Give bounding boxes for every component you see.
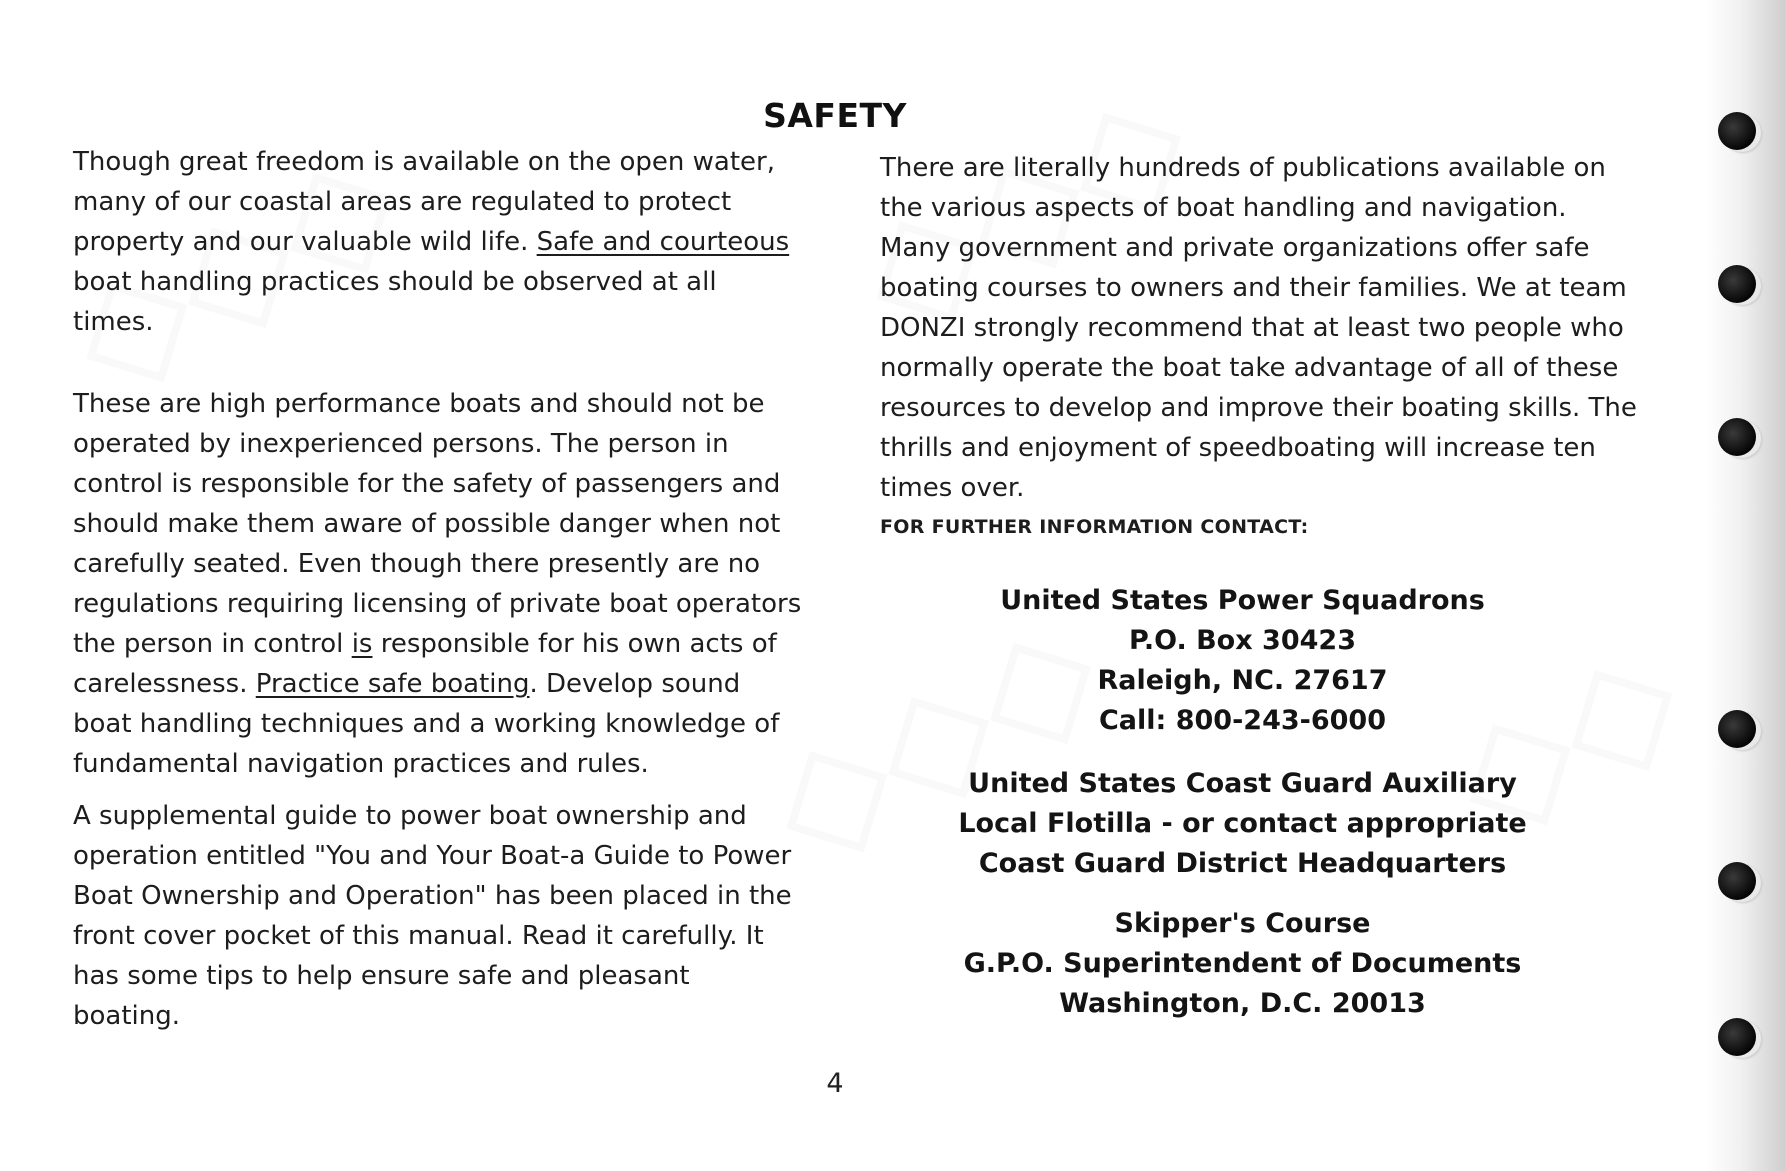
- paragraph-supplemental-guide: A supplemental guide to power boat ownership and operation entitled "You and Your Boat-a Guide to Power Boat Ownership and Operation" has been placed in the front cover pocket of this manual. Read it carefully. It has some tips to help ensure safe and pleasant boating.: [73, 801, 792, 1031]
- right-column: [880, 148, 1640, 540]
- contact-block-skippers-course: [880, 904, 1605, 1024]
- contact-line: Washington, D.C. 20013: [1059, 988, 1426, 1019]
- contact-line: Call: 800-243-6000: [1098, 705, 1387, 736]
- paragraph-performance: [73, 384, 803, 784]
- contact-line: Coast Guard District Headquarters: [978, 848, 1507, 879]
- contact-block-power-squadrons: [880, 581, 1605, 741]
- contact-line: P.O. Box 30423: [1129, 625, 1356, 656]
- binder-hole: [1718, 710, 1756, 748]
- paragraph-text: boat handling practices should be observed at all times.: [73, 267, 717, 337]
- contact-block-coast-guard: [880, 764, 1605, 884]
- paragraph-text: . Develop sound boat handling techniques and a working knowledge of fundamental navigation practices and rules.: [73, 669, 780, 779]
- binder-hole: [1718, 862, 1756, 900]
- contact-line: United States Coast Guard Auxiliary: [968, 768, 1517, 799]
- contact-line: Local Flotilla - or contact appropriate: [958, 808, 1527, 839]
- underlined-phrase: Safe and courteous: [536, 227, 790, 257]
- page-number: 4: [826, 1068, 844, 1099]
- binder-hole: [1718, 418, 1756, 456]
- page-title: SAFETY: [763, 96, 907, 135]
- contact-line: G.P.O. Superintendent of Documents: [963, 948, 1522, 979]
- underlined-word: is: [351, 629, 373, 659]
- paragraph-freedom: [73, 142, 803, 342]
- contact-line: Skipper's Course: [1114, 908, 1371, 939]
- binder-hole: [1718, 1018, 1756, 1056]
- paragraph-text: responsible for his own acts of carelessness.: [73, 629, 777, 699]
- paragraph-text: Though great freedom is available on the open water, many of our coastal areas are regulated to protect property and our valuable wild life.: [73, 147, 775, 257]
- contact-heading: FOR FURTHER INFORMATION CONTACT:: [880, 516, 1309, 538]
- paragraph-text: These are high performance boats and should not be operated by inexperienced persons. The person in control is responsible for the safety of passengers and should make them aware of possible danger when not carefully seated. Even though there presently are no regulations requiring licensing of private boat operators the person in control: [73, 389, 802, 659]
- binder-hole: [1718, 265, 1756, 303]
- underlined-phrase: Practice safe boating: [255, 669, 530, 699]
- contact-line: United States Power Squadrons: [1000, 585, 1485, 616]
- left-column: [73, 142, 803, 1036]
- paragraph-publications: There are literally hundreds of publications available on the various aspects of boat handling and navigation. Many government and private organizations offer safe boating courses to owners and their families. We at team DONZI strongly recommend that at least two people who normally operate the boat take advantage of all of these resources to develop and improve their boating skills. The thrills and enjoyment of speedboating will increase ten times over.: [880, 153, 1637, 503]
- binder-hole: [1718, 112, 1756, 150]
- contact-line: Raleigh, NC. 27617: [1097, 665, 1388, 696]
